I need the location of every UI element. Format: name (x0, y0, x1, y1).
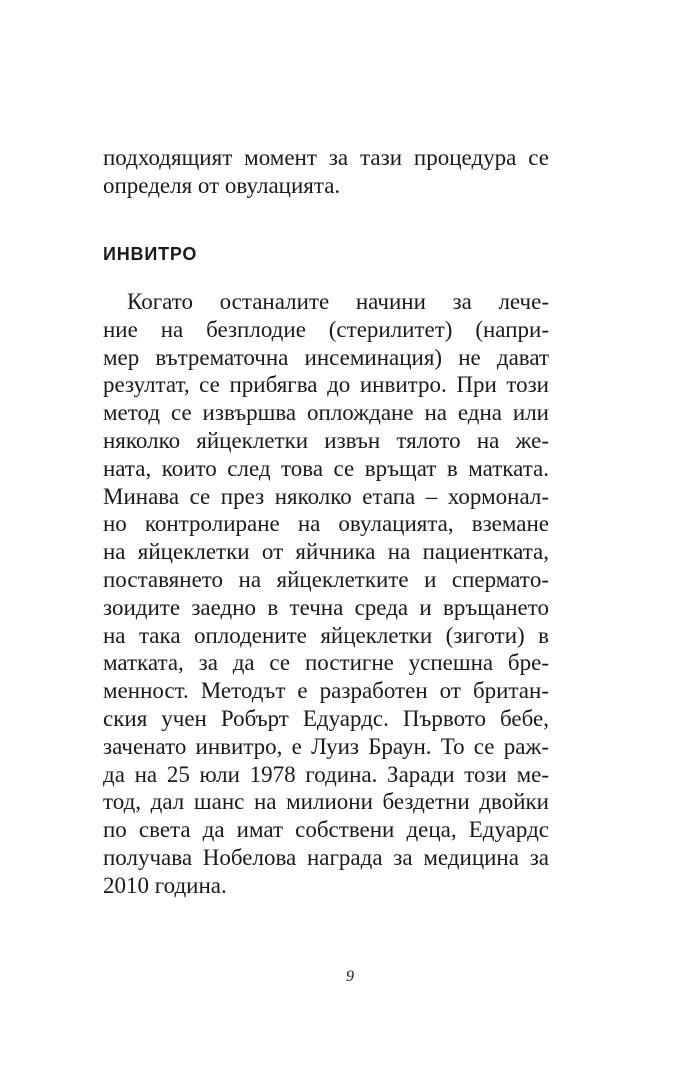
paragraph-line: да на 25 юли 1978 година. Заради този ме- (103, 761, 549, 787)
paragraph-line: мер вътрематочна инсеминация) не дават (103, 344, 549, 370)
paragraph-line: ние на безплодие (стерилитет) (напри- (103, 316, 549, 342)
paragraph-line: Минава се през няколко етапа – хормонал- (103, 483, 549, 509)
paragraph-line: матката, за да се постигне успешна бре- (103, 650, 549, 676)
paragraph-line: метод се извършва оплождане на една или (103, 400, 549, 426)
paragraph-line: тод, дал шанс на милиони бездетни двойки (103, 789, 549, 815)
paragraph-line: но контролиране на овулацията, вземане (103, 511, 549, 537)
paragraph-line: получава Нобелова награда за медицина за (103, 844, 549, 870)
continued-paragraph (103, 144, 549, 200)
paragraph-line: менност. Методът е разработен от британ- (103, 678, 549, 704)
paragraph-line: подходящият момент за тази процедура се (103, 145, 549, 170)
paragraph-line: на яйцеклетки от яйчника на пациентката, (103, 539, 549, 565)
page-number: 9 (346, 968, 354, 985)
paragraph-line: зоидите заедно в течна среда и връщането (103, 594, 549, 620)
paragraph-line: заченато инвитро, е Луиз Браун. То се раж- (103, 733, 549, 759)
paragraph-line: 2010 година. (103, 872, 227, 898)
paragraph-line: на така оплодените яйцеклетки (зиготи) в (103, 622, 549, 648)
paragraph-line: Когато останалите начини за лече- (127, 289, 549, 314)
section-heading: ИНВИТРО (103, 244, 198, 264)
paragraph-line: определя от овулацията. (103, 173, 341, 198)
paragraph-line: ския учен Робърт Едуардс. Първото бебе, (103, 705, 549, 731)
paragraph-line: по света да имат собствени деца, Едуардс (103, 817, 549, 843)
paragraph-line: резултат, се прибягва до инвитро. При този (103, 372, 549, 398)
paragraph-line: поставянето на яйцеклетките и сперматo- (103, 566, 549, 592)
paragraph-line: ната, които след това се връщат в матката. (103, 455, 549, 481)
paragraph-line: няколко яйцеклетки извън тялото на же- (103, 427, 549, 453)
section-paragraph (103, 288, 549, 900)
